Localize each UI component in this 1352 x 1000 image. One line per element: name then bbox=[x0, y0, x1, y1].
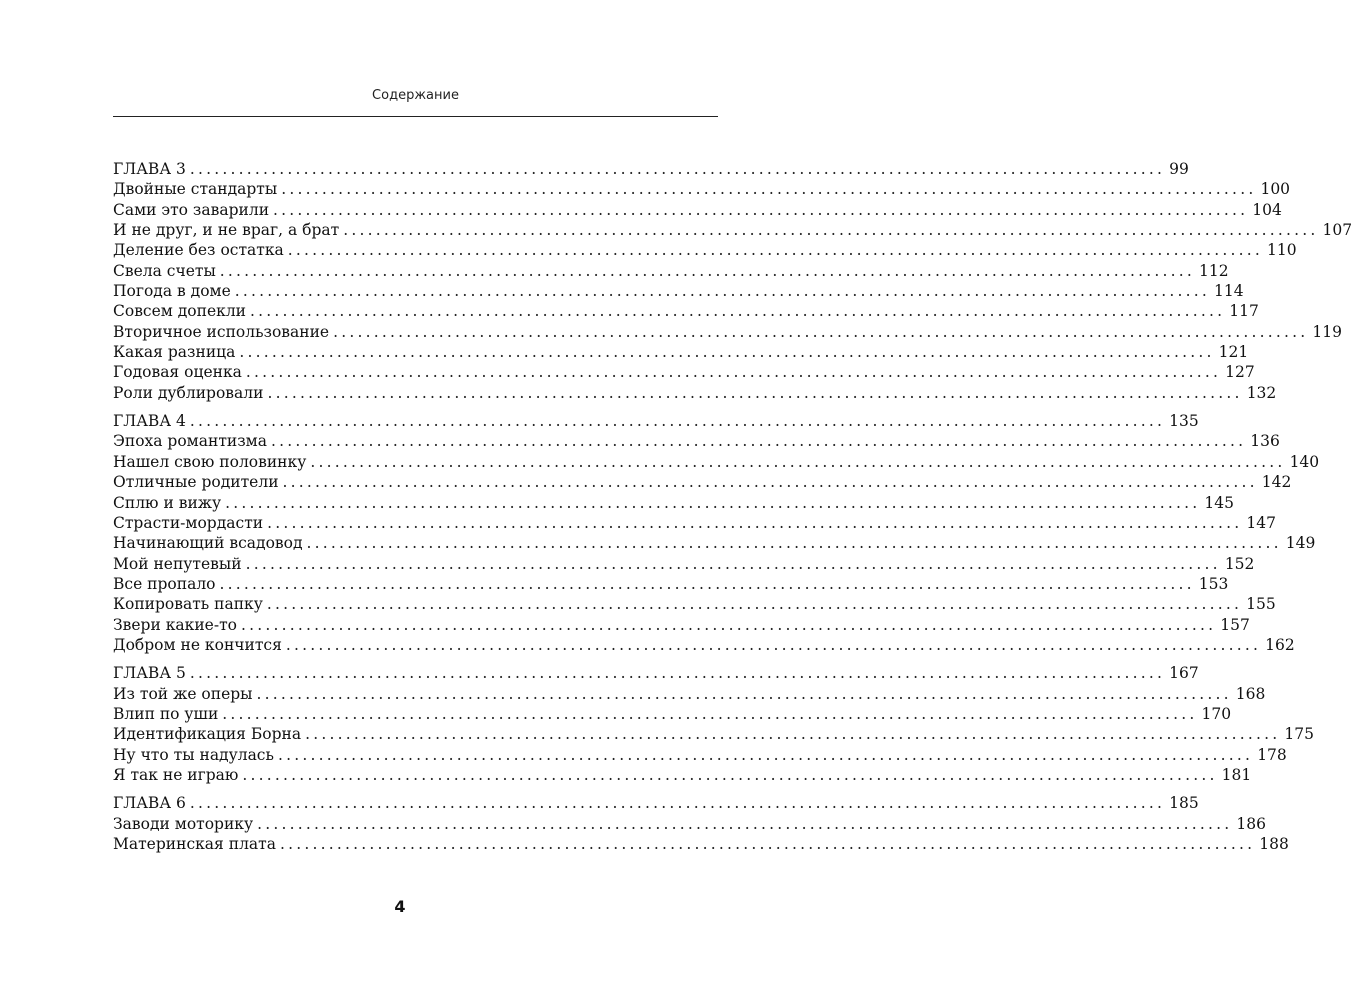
toc-entry-page: 155 bbox=[1246, 595, 1276, 614]
toc-entry-page: 170 bbox=[1201, 704, 1232, 723]
dot-leader: ........................................................................................................................ bbox=[219, 574, 1195, 593]
toc-entry-title: Вторичное использование bbox=[113, 322, 330, 341]
toc-entry-page: 145 bbox=[1204, 493, 1234, 512]
toc-entry-title: Двойные стандарты bbox=[113, 180, 278, 199]
toc-entry-title: Добром не кончится bbox=[113, 635, 282, 654]
toc-entry-page: 178 bbox=[1257, 745, 1287, 764]
running-header: Содержание bbox=[372, 88, 459, 103]
toc-entry bbox=[113, 200, 1282, 220]
toc-entry bbox=[113, 322, 1342, 342]
toc-entry-page: 100 bbox=[1260, 180, 1291, 199]
toc-entry-page: 188 bbox=[1259, 835, 1289, 853]
toc-entry bbox=[113, 574, 1229, 594]
toc-entry bbox=[113, 533, 1316, 553]
toc-entry-page: 121 bbox=[1218, 343, 1249, 362]
toc-entry bbox=[113, 554, 1255, 574]
toc-entry bbox=[113, 362, 1255, 382]
toc-entry bbox=[113, 615, 1250, 635]
toc-entry-title: Из той же оперы bbox=[113, 684, 253, 703]
toc-entry-page: 152 bbox=[1224, 554, 1255, 573]
toc-entry-page: 186 bbox=[1236, 814, 1266, 833]
table-of-contents bbox=[113, 159, 1352, 862]
toc-entry bbox=[113, 513, 1276, 533]
dot-leader: ........................................................................................................................ bbox=[245, 363, 1222, 382]
toc-entry-title: Годовая оценка bbox=[113, 363, 242, 382]
toc-entry-page: 140 bbox=[1289, 452, 1320, 471]
toc-entry-page: 119 bbox=[1312, 322, 1342, 341]
dot-leader: ........................................................................................................................ bbox=[250, 302, 1226, 321]
toc-entry-page: 181 bbox=[1221, 765, 1252, 784]
toc-entry-page: 185 bbox=[1169, 794, 1199, 813]
dot-leader: ........................................................................................................................ bbox=[285, 635, 1262, 654]
toc-entry-title: ГЛАВА 6 bbox=[113, 794, 186, 813]
toc-entry-page: 157 bbox=[1220, 615, 1250, 634]
toc-entry-title: Заводи моторику bbox=[113, 814, 254, 833]
toc-entry-title: Свела счеты bbox=[113, 261, 216, 280]
toc-entry-page: 99 bbox=[1169, 160, 1189, 178]
toc-entry bbox=[113, 704, 1232, 724]
dot-leader: ........................................................................................................................ bbox=[245, 554, 1221, 573]
toc-entry-title: Нашел свою половинку bbox=[113, 452, 307, 471]
toc-entry-title: Влип по уши bbox=[113, 704, 219, 723]
toc-entry-page: 142 bbox=[1261, 473, 1292, 492]
dot-leader: ........................................................................................................................ bbox=[219, 261, 1196, 280]
dot-leader: ........................................................................................................................ bbox=[287, 241, 1264, 260]
toc-chapter-group bbox=[113, 411, 1320, 655]
toc-chapter-group bbox=[113, 663, 1314, 785]
toc-entry bbox=[113, 452, 1320, 472]
dot-leader: ........................................................................................................................ bbox=[266, 595, 1243, 614]
toc-entry bbox=[113, 261, 1229, 281]
header-rule bbox=[113, 116, 718, 117]
toc-entry-title: Сами это заварили bbox=[113, 200, 270, 219]
dot-leader: ........................................................................................................................ bbox=[241, 615, 1217, 634]
toc-chapter-group bbox=[113, 159, 1352, 403]
toc-entry-page: 153 bbox=[1198, 574, 1229, 593]
dot-leader: ........................................................................................................................ bbox=[189, 412, 1166, 431]
toc-chapter-group bbox=[113, 793, 1289, 854]
toc-entry-title: Деление без остатка bbox=[113, 241, 284, 260]
toc-entry bbox=[113, 745, 1287, 765]
toc-entry bbox=[113, 493, 1234, 513]
toc-entry-title: Сплю и вижу bbox=[113, 493, 222, 512]
toc-entry bbox=[113, 472, 1292, 492]
toc-chapter-entry bbox=[113, 411, 1199, 431]
dot-leader: ........................................................................................................................ bbox=[257, 814, 1233, 833]
toc-entry-title: Все пропало bbox=[113, 574, 216, 593]
toc-entry-page: 127 bbox=[1225, 363, 1255, 382]
toc-chapter-entry bbox=[113, 159, 1189, 179]
toc-entry bbox=[113, 220, 1352, 240]
toc-entry-title: ГЛАВА 5 bbox=[113, 664, 186, 683]
toc-entry bbox=[113, 684, 1266, 704]
dot-leader: ........................................................................................................................ bbox=[267, 383, 1243, 402]
toc-entry-page: 147 bbox=[1246, 513, 1276, 532]
toc-entry-page: 136 bbox=[1250, 432, 1280, 451]
toc-entry-page: 149 bbox=[1285, 534, 1316, 553]
toc-entry bbox=[113, 240, 1297, 260]
toc-entry-title: Роли дублировали bbox=[113, 383, 264, 402]
toc-entry bbox=[113, 342, 1249, 362]
toc-entry-title: Идентификация Борна bbox=[113, 725, 302, 744]
toc-entry bbox=[113, 765, 1252, 785]
toc-entry-title: Звери какие-то bbox=[113, 615, 237, 634]
toc-entry-page: 135 bbox=[1169, 412, 1199, 431]
toc-entry-page: 175 bbox=[1284, 725, 1314, 744]
toc-entry bbox=[113, 834, 1289, 854]
toc-entry-page: 162 bbox=[1265, 635, 1295, 654]
toc-entry-title: Страсти-мордасти bbox=[113, 513, 264, 532]
toc-entry bbox=[113, 635, 1295, 655]
toc-entry-title: И не друг, и не враг, а брат bbox=[113, 221, 340, 240]
toc-entry-title: Отличные родители bbox=[113, 473, 279, 492]
dot-leader: ........................................................................................................................ bbox=[189, 664, 1166, 683]
toc-entry bbox=[113, 179, 1291, 199]
dot-leader: ........................................................................................................................ bbox=[234, 282, 1211, 301]
dot-leader: ........................................................................................................................ bbox=[256, 684, 1232, 703]
toc-entry bbox=[113, 814, 1266, 834]
toc-chapter-entry bbox=[113, 793, 1199, 813]
toc-entry-title: Мой непутевый bbox=[113, 554, 242, 573]
dot-leader: ........................................................................................................................ bbox=[222, 704, 1198, 723]
toc-entry-page: 168 bbox=[1235, 684, 1266, 703]
toc-entry-title: ГЛАВА 3 bbox=[113, 160, 186, 178]
toc-entry-page: 132 bbox=[1246, 383, 1277, 402]
toc-entry-title: Погода в доме bbox=[113, 282, 231, 301]
toc-entry-title: Копировать папку bbox=[113, 595, 263, 614]
dot-leader: ........................................................................................................................ bbox=[242, 765, 1218, 784]
toc-entry bbox=[113, 281, 1244, 301]
toc-entry-title: Материнская плата bbox=[113, 835, 276, 853]
dot-leader: ........................................................................................................................ bbox=[281, 180, 1257, 199]
toc-entry-page: 110 bbox=[1267, 241, 1297, 260]
dot-leader: ........................................................................................................................ bbox=[333, 322, 1309, 341]
dot-leader: ........................................................................................................................ bbox=[305, 725, 1281, 744]
toc-entry-title: Начинающий всадовод bbox=[113, 534, 303, 553]
dot-leader: ........................................................................................................................ bbox=[310, 452, 1286, 471]
toc-chapter-entry bbox=[113, 663, 1199, 683]
toc-entry-title: Какая разница bbox=[113, 343, 236, 362]
toc-entry-page: 167 bbox=[1169, 664, 1199, 683]
dot-leader: ........................................................................................................................ bbox=[343, 221, 1319, 240]
toc-entry-title: ГЛАВА 4 bbox=[113, 412, 186, 431]
toc-entry-page: 117 bbox=[1229, 302, 1259, 321]
dot-leader: ........................................................................................................................ bbox=[189, 794, 1166, 813]
dot-leader: ........................................................................................................................ bbox=[189, 160, 1166, 178]
toc-entry-page: 112 bbox=[1199, 261, 1229, 280]
toc-entry-page: 114 bbox=[1214, 282, 1244, 301]
toc-entry-page: 104 bbox=[1252, 200, 1282, 219]
toc-entry bbox=[113, 383, 1277, 403]
dot-leader: ........................................................................................................................ bbox=[280, 835, 1256, 853]
dot-leader: ........................................................................................................................ bbox=[273, 200, 1249, 219]
toc-entry bbox=[113, 594, 1276, 614]
dot-leader: ........................................................................................................................ bbox=[306, 534, 1282, 553]
toc-entry bbox=[113, 431, 1280, 451]
toc-entry-title: Я так не играю bbox=[113, 765, 239, 784]
dot-leader: ........................................................................................................................ bbox=[225, 493, 1201, 512]
dot-leader: ........................................................................................................................ bbox=[267, 513, 1243, 532]
toc-entry-title: Ну что ты надулась bbox=[113, 745, 274, 764]
dot-leader: ........................................................................................................................ bbox=[282, 473, 1258, 492]
toc-entry-page: 107 bbox=[1322, 221, 1352, 240]
toc-entry bbox=[113, 301, 1259, 321]
dot-leader: ........................................................................................................................ bbox=[239, 343, 1215, 362]
toc-entry-title: Эпоха романтизма bbox=[113, 432, 267, 451]
page-number: 4 bbox=[394, 897, 406, 916]
toc-entry-title: Совсем допекли bbox=[113, 302, 246, 321]
toc-entry bbox=[113, 724, 1314, 744]
dot-leader: ........................................................................................................................ bbox=[277, 745, 1254, 764]
dot-leader: ........................................................................................................................ bbox=[270, 432, 1247, 451]
